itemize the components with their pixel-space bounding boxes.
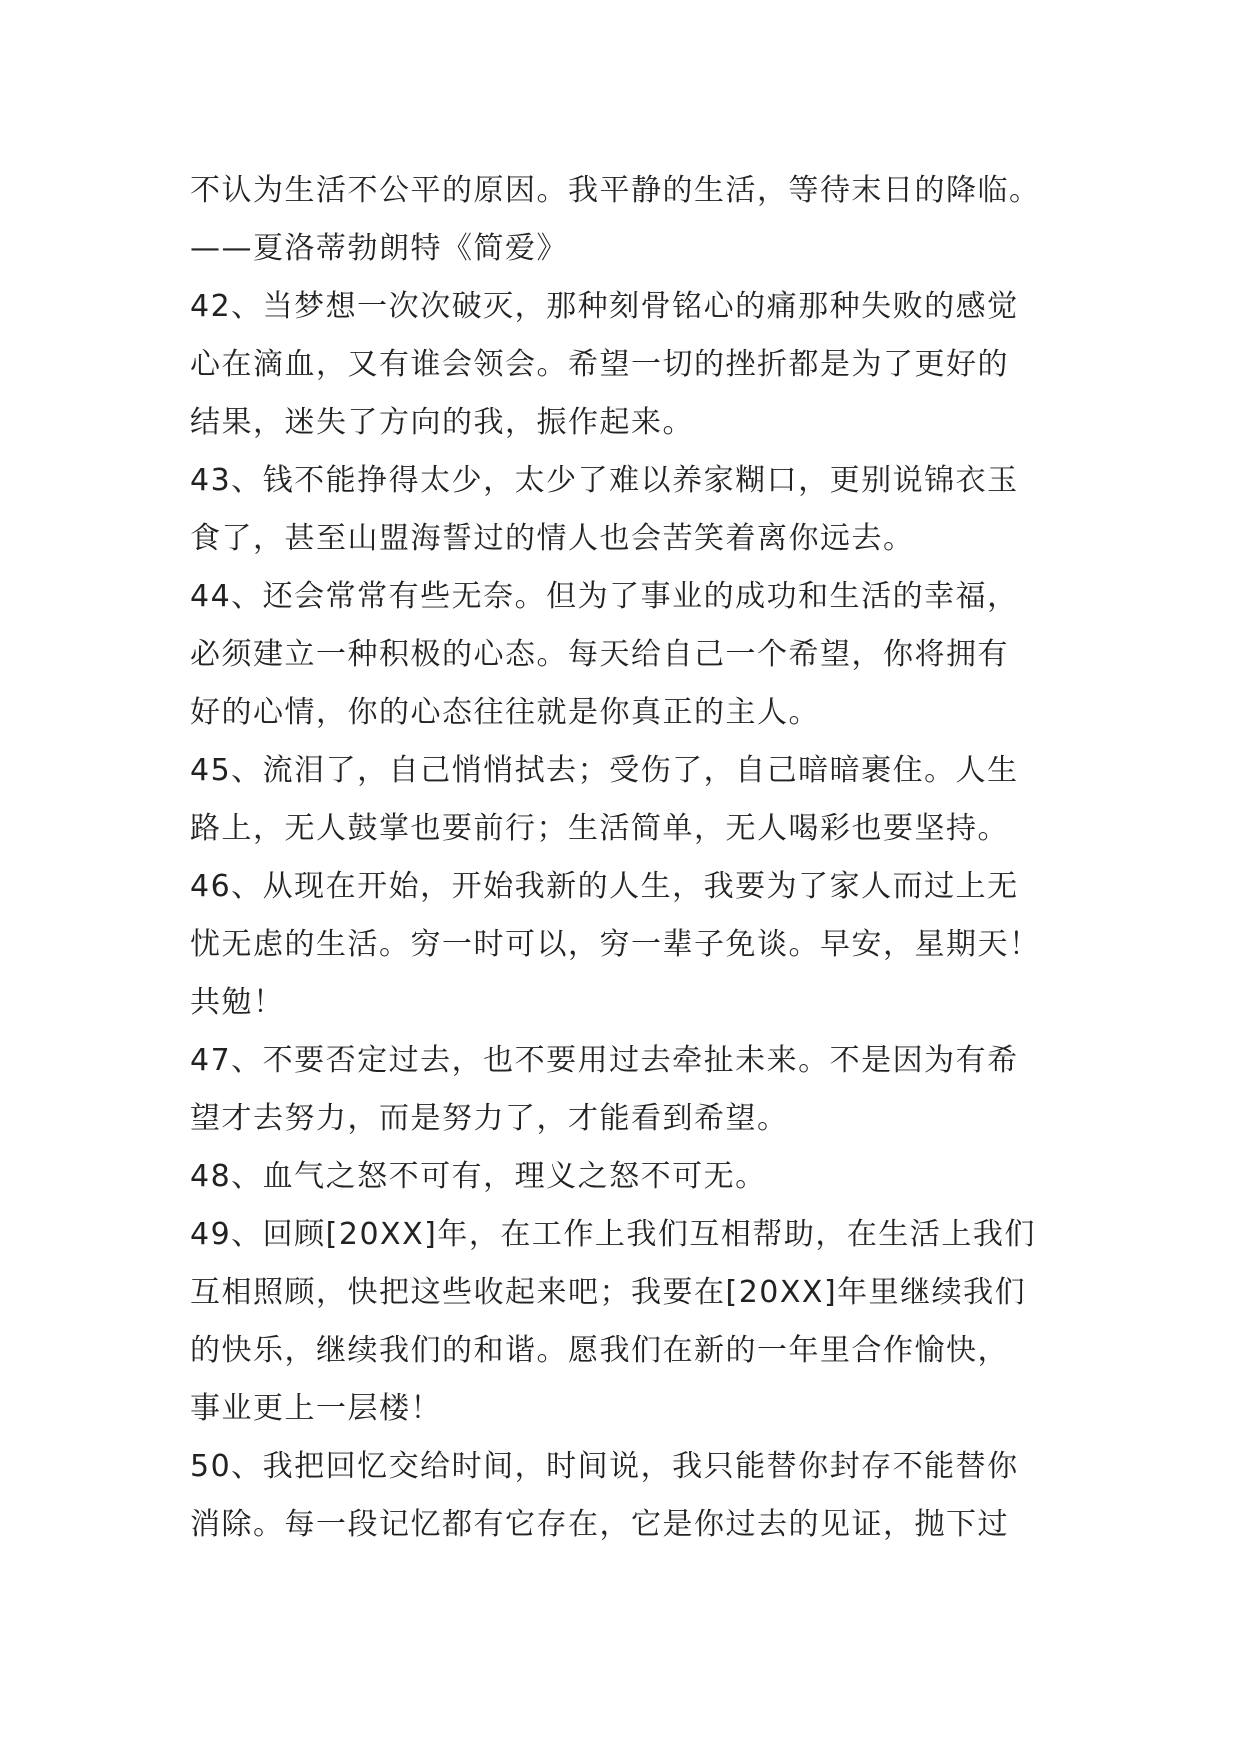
text-line: ——夏洛蒂勃朗特《简爱》	[190, 231, 568, 266]
text-line: 消除。每一段记忆都有它存在，它是你过去的见证，抛下过	[190, 1507, 1009, 1542]
text-line: 忧无虑的生活。穷一时可以，穷一辈子免谈。早安，星期天！	[190, 927, 1041, 962]
text-line: 46、从现在开始，开始我新的人生，我要为了家人而过上无	[190, 869, 1019, 904]
text-line: 望才去努力，而是努力了，才能看到希望。	[190, 1101, 789, 1136]
text-line: 互相照顾，快把这些收起来吧；我要在[20XX]年里继续我们	[190, 1275, 1027, 1310]
document-body	[190, 162, 1090, 1554]
text-line: 事业更上一层楼！	[190, 1391, 442, 1426]
text-line: 45、流泪了，自己悄悄拭去；受伤了，自己暗暗裹住。人生	[190, 753, 1019, 788]
text-line: 49、回顾[20XX]年，在工作上我们互相帮助，在生活上我们	[190, 1217, 1036, 1252]
text-line: 路上，无人鼓掌也要前行；生活简单，无人喝彩也要坚持。	[190, 811, 1009, 846]
text-line: 心在滴血，又有谁会领会。希望一切的挫折都是为了更好的	[190, 347, 1009, 382]
text-line: 50、我把回忆交给时间，时间说，我只能替你封存不能替你	[190, 1449, 1019, 1484]
text-line: 共勉！	[190, 985, 285, 1020]
text-line: 食了，甚至山盟海誓过的情人也会苦笑着离你远去。	[190, 521, 915, 556]
text-line: 的快乐，继续我们的和谐。愿我们在新的一年里合作愉快，	[190, 1333, 1009, 1368]
text-line: 42、当梦想一次次破灭，那种刻骨铭心的痛那种失败的感觉	[190, 289, 1019, 324]
text-line: 44、还会常常有些无奈。但为了事业的成功和生活的幸福，	[190, 579, 1019, 614]
text-line: 47、不要否定过去，也不要用过去牵扯未来。不是因为有希	[190, 1043, 1019, 1078]
text-line: 必须建立一种积极的心态。每天给自己一个希望，你将拥有	[190, 637, 1009, 672]
text-line: 结果，迷失了方向的我，振作起来。	[190, 405, 694, 440]
text-line: 好的心情，你的心态往往就是你真正的主人。	[190, 695, 820, 730]
text-line: 不认为生活不公平的原因。我平静的生活，等待末日的降临。	[190, 173, 1041, 208]
text-line: 48、血气之怒不可有，理义之怒不可无。	[190, 1159, 767, 1194]
text-line: 43、钱不能挣得太少，太少了难以养家糊口，更别说锦衣玉	[190, 463, 1019, 498]
